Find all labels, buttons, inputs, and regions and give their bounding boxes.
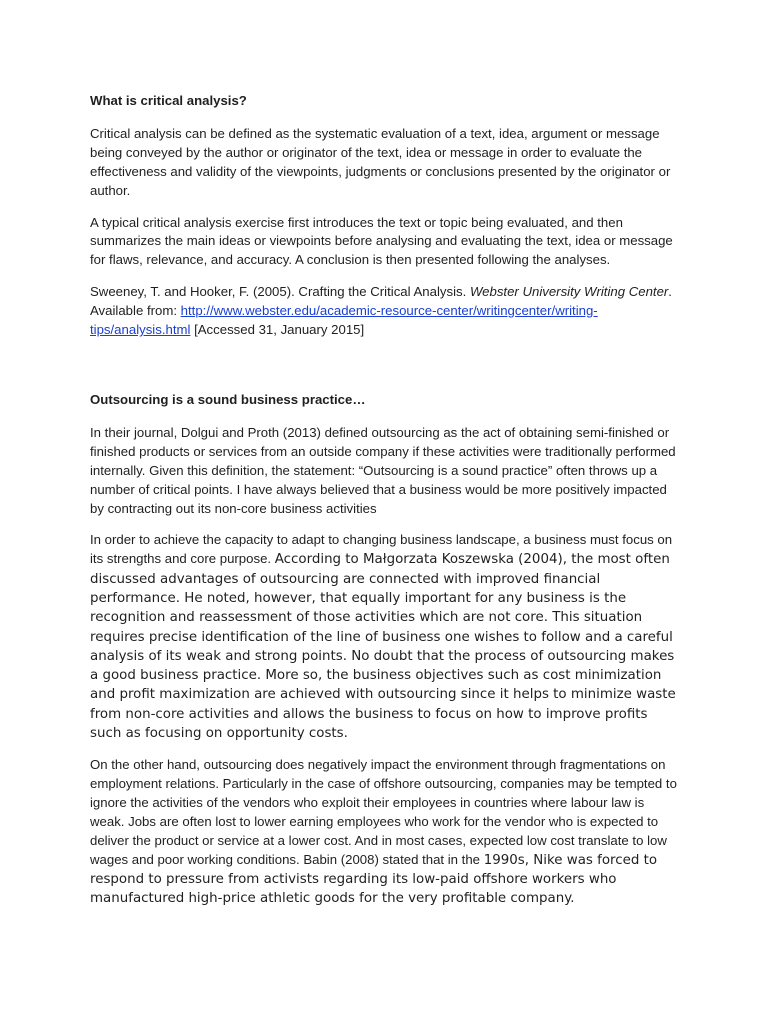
paragraph-outsourcing-advantages <box>90 531 680 743</box>
paragraph-outsourcing-negatives <box>90 756 680 908</box>
paragraph-outsourcing-definition: In their journal, Dolgui and Proth (2013) defined outsourcing as the act of obtaining semi-finished or finished products or services from an outside company if these activities were traditionally performed internally. Given this definition, the statement: “Outsourcing is a sound practice” often throws up a number of critical points. I have always believed that a business would be more positively impacted by contracting out its non-core business activities <box>90 424 676 516</box>
reference-middle: . Available from: <box>90 284 672 319</box>
section-heading-critical-analysis: What is critical analysis? <box>90 93 247 108</box>
document-page <box>90 92 680 922</box>
paragraph-definition: Critical analysis can be defined as the systematic evaluation of a text, idea, argument or message being conveyed by the author or originator of the text, idea or message in order to evaluate the effectiveness and validity of the viewpoints, judgments or conclusions presented by the originator or author. <box>90 125 671 198</box>
section-heading-outsourcing: Outsourcing is a sound business practice… <box>90 391 366 407</box>
paragraph-negatives-intro: On the other hand, outsourcing does negatively impact the environment through fragmentations on employment relations. Particularly in the case of offshore outsourcing, companies may be tempted to ignore the activities of the vendors who exploit their employees in countries where labour law is weak. Jobs are often lost to lower earning employees who work for the vendor who is expected to deliver the product or service at a lower cost. And in most cases, expected low cost translate to low wages and poor working conditions. Babin (2008) stated that in the <box>90 757 677 867</box>
reference-citation <box>90 283 680 340</box>
reference-accessed: [Accessed 31, January 2015] <box>190 322 365 338</box>
section-spacer <box>90 353 680 391</box>
paragraph-typical-exercise: A typical critical analysis exercise first introduces the text or topic being evaluated, and then summarizes the main ideas or viewpoints before analysing and evaluating the text, idea or message for flaws, relevance, and accuracy. A conclusion is then presented following the analyses. <box>90 214 673 268</box>
reference-link[interactable]: http://www.webster.edu/academic-resource-center/writingcenter/writing-tips/analysis.html <box>90 303 598 338</box>
paragraph-advantages-intro: In order to achieve the capacity to adapt to changing business landscape, a business must focus on its strengths and core purpose. <box>90 532 673 567</box>
paragraph-negatives-nike: 1990s, Nike was forced to respond to pressure from activists regarding its low-paid offshore workers who manufactured high-price athletic goods for the very profitable company. <box>90 852 658 907</box>
reference-prefix: Sweeney, T. and Hooker, F. (2005). Crafting the Critical Analysis. <box>90 284 470 300</box>
paragraph-advantages-body: According to Małgorzata Koszewska (2004), the most often discussed advantages of outsourcing are connected with improved financial performance. He noted, however, that equally important for any business is the recognition and reassessment of those activities which are not core. This situation requires precise identification of the line of business one wishes to follow and a careful analysis of its weak and strong points. No doubt that the process of outsourcing makes a good business practice. More so, the business objectives such as cost minimization and profit maximization are achieved with outsourcing since it helps to minimize waste from non-core activities and allows the business to focus on how to improve profits such as focusing on opportunity costs. <box>90 552 676 741</box>
reference-source-title: Webster University Writing Center <box>469 284 669 300</box>
